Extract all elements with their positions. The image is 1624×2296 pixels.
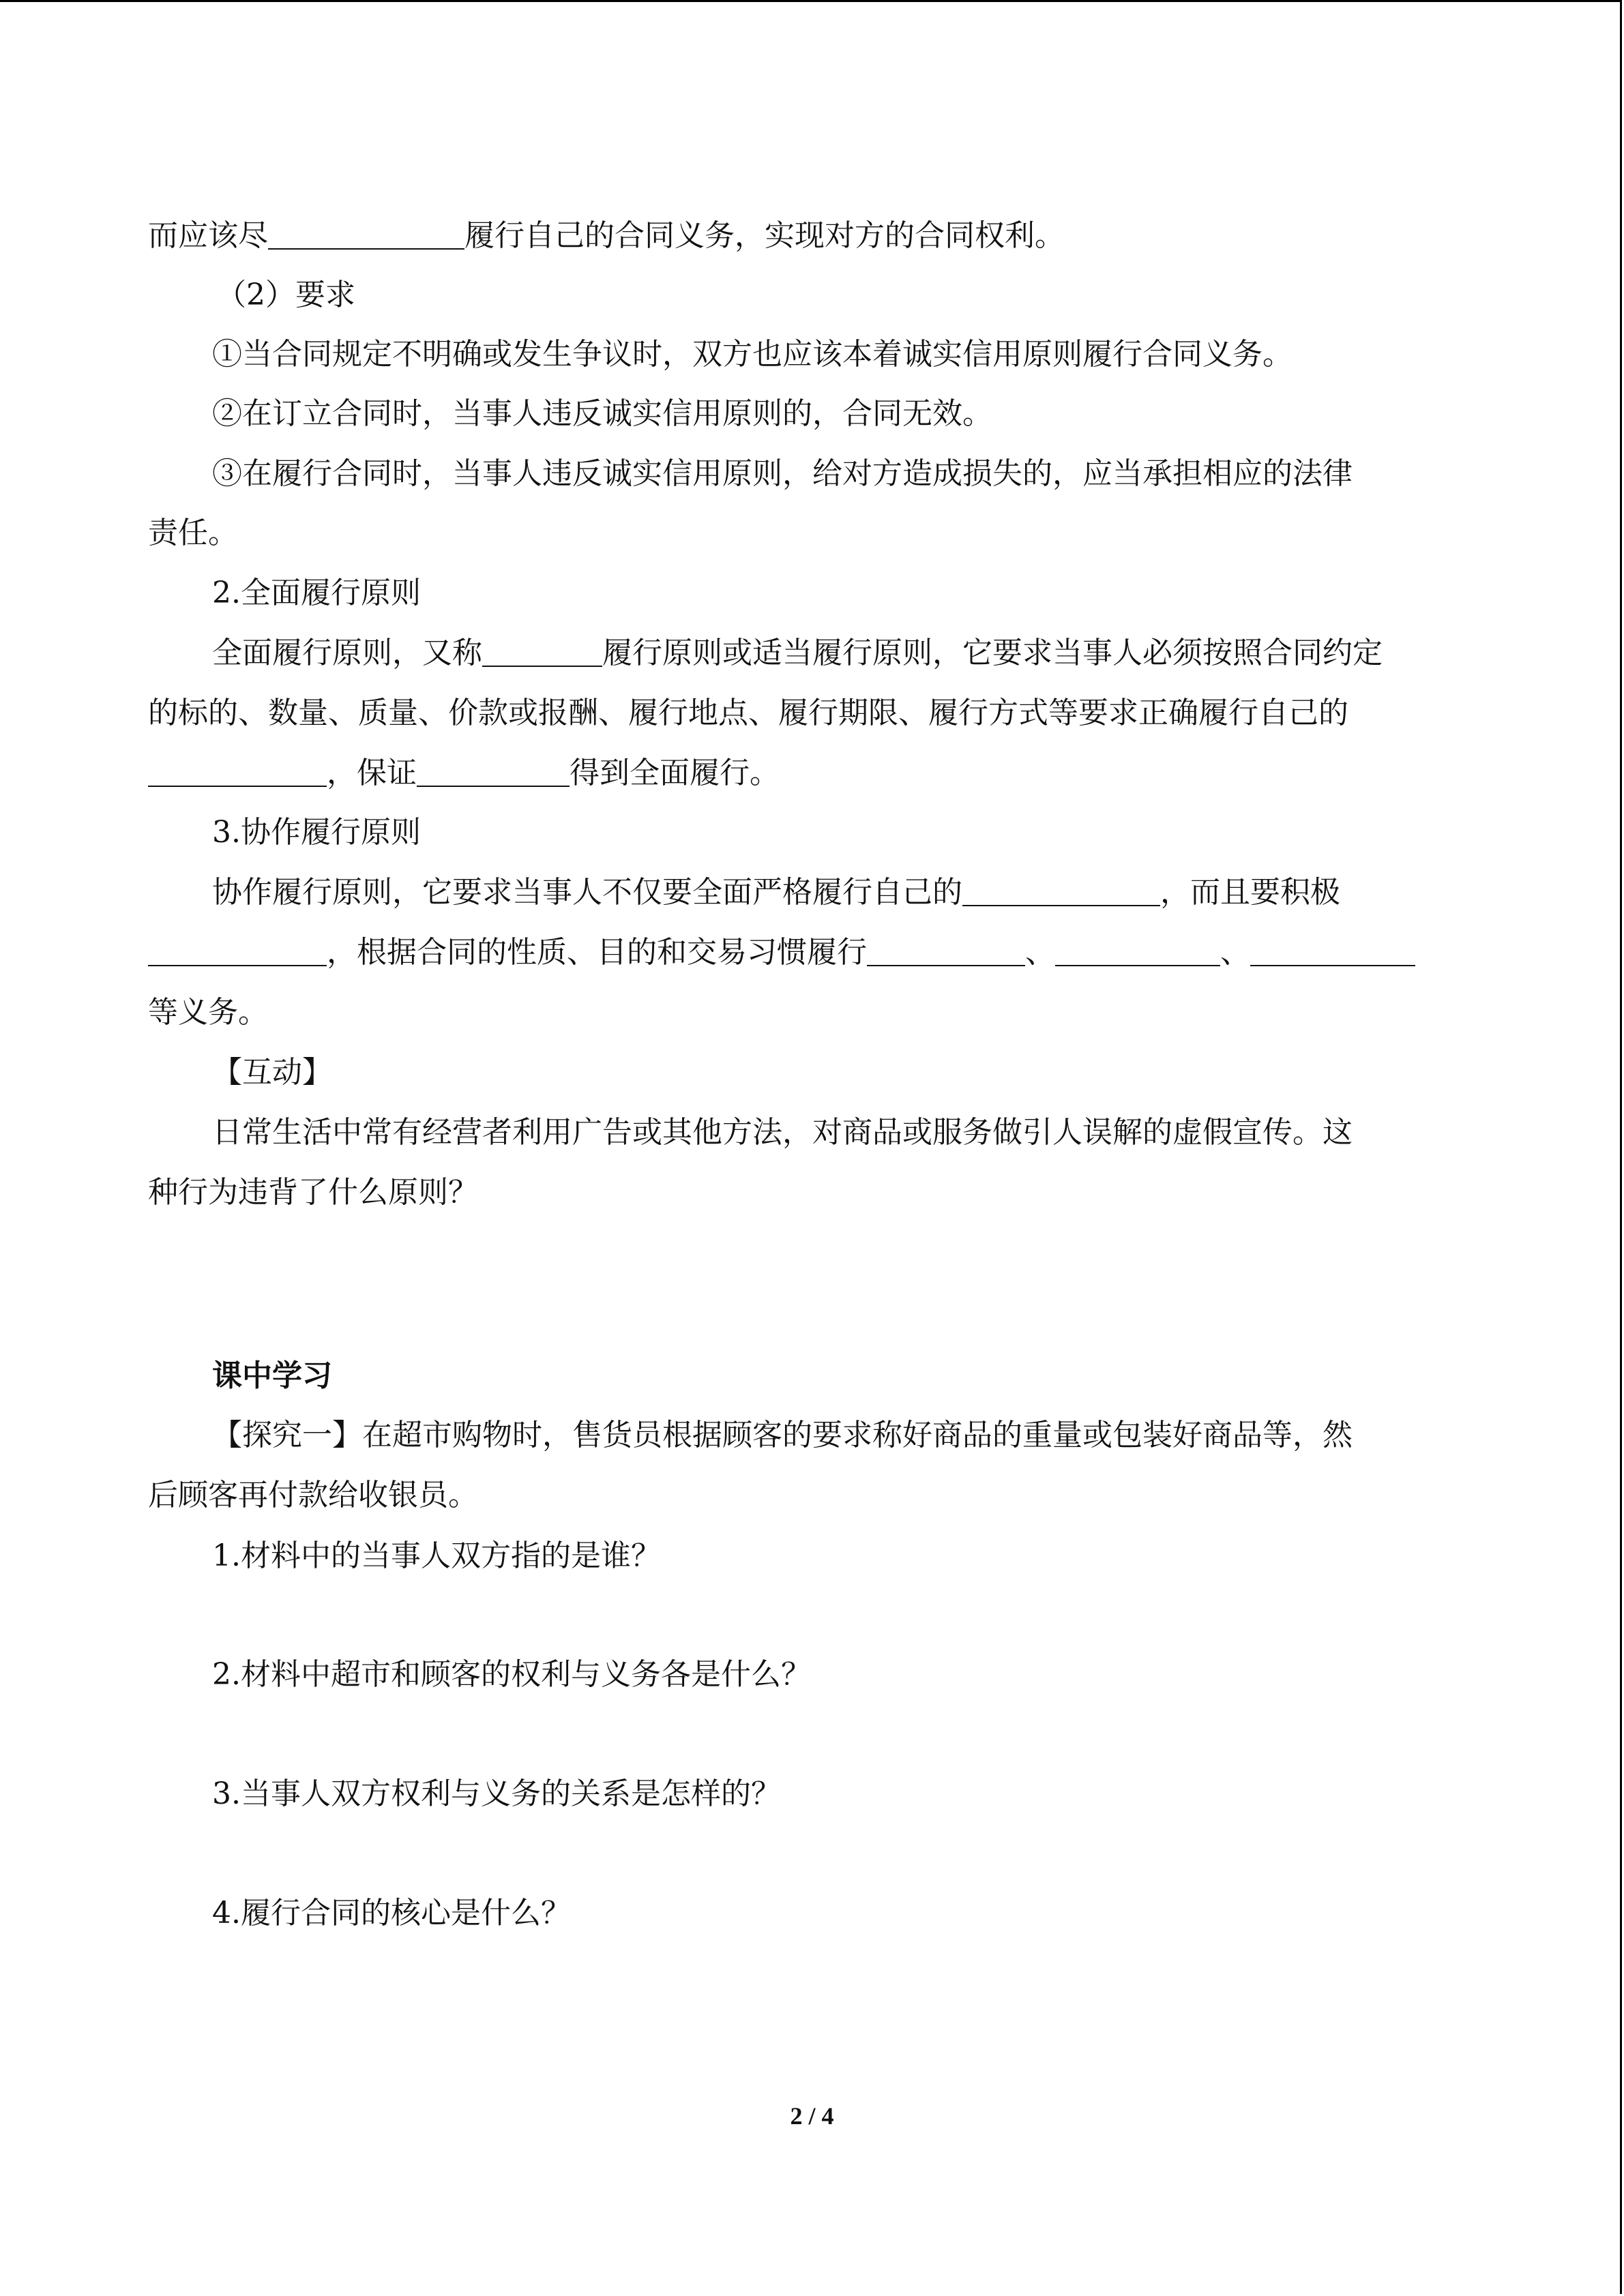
page-number: 2 / 4 xyxy=(790,2102,834,2130)
text-segment: ，而且要积极 xyxy=(1160,875,1340,910)
heading-full-performance: 2.全面履行原则 xyxy=(212,576,421,610)
paragraph-line xyxy=(148,753,780,794)
fill-blank xyxy=(867,934,1025,966)
text-segment: 、 xyxy=(1220,935,1250,970)
requirement-item-1: ①当合同规定不明确或发生争议时，双方也应该本着诚实信用原则履行合同义务。 xyxy=(212,337,1293,372)
paragraph-line: 的标的、数量、质量、价款或报酬、履行地点、履行期限、履行方式等要求正确履行自己的 xyxy=(148,696,1348,730)
paragraph-line xyxy=(148,932,1415,973)
exploration-text-cont: 后顾客再付款给收银员。 xyxy=(148,1478,478,1512)
fill-blank xyxy=(148,754,327,787)
text-segment: ，根据合同的性质、目的和交易习惯履行 xyxy=(327,935,867,970)
question-3: 3.当事人双方权利与义务的关系是怎样的？ xyxy=(212,1776,781,1811)
fill-blank xyxy=(1055,934,1220,966)
requirement-item-2: ②在订立合同时，当事人违反诚实信用原则的，合同无效。 xyxy=(212,396,992,431)
fill-blank xyxy=(417,754,570,787)
interaction-heading: 【互动】 xyxy=(212,1055,332,1090)
text-segment: 全面履行原则，又称 xyxy=(212,636,482,670)
fill-blank xyxy=(482,634,602,667)
exploration-text: 【探究一】在超市购物时，售货员根据顾客的要求称好商品的重量或包装好商品等，然 xyxy=(212,1418,1353,1452)
question-2: 2.材料中超市和顾客的权利与义务各是什么？ xyxy=(212,1657,811,1692)
heading-cooperative-performance: 3.协作履行原则 xyxy=(212,815,421,850)
fill-blank xyxy=(148,934,327,966)
text-segment: 得到全面履行。 xyxy=(570,756,780,790)
requirement-item-3-cont: 责任。 xyxy=(148,516,238,550)
interaction-text: 日常生活中常有经营者利用广告或其他方法，对商品或服务做引人误解的虚假宣传。这 xyxy=(212,1115,1353,1150)
paragraph-line xyxy=(148,215,1065,256)
interaction-text-cont: 种行为违背了什么原则？ xyxy=(148,1175,478,1210)
text-segment: ，保证 xyxy=(327,756,417,790)
fill-blank xyxy=(962,874,1160,906)
paragraph-line: 等义务。 xyxy=(148,995,268,1030)
text-segment: 履行自己的合同义务，实现对方的合同权利。 xyxy=(464,218,1065,253)
fill-blank xyxy=(1250,934,1415,966)
fill-blank xyxy=(268,217,464,250)
section-title: 课中学习 xyxy=(212,1358,332,1393)
requirement-item-3: ③在履行合同时，当事人违反诚实信用原则，给对方造成损失的，应当承担相应的法律 xyxy=(212,456,1353,491)
paragraph-line xyxy=(212,633,1383,674)
subheading-requirements: （2）要求 xyxy=(216,278,355,312)
text-segment: 、 xyxy=(1025,935,1055,970)
text-segment: 履行原则或适当履行原则，它要求当事人必须按照合同约定 xyxy=(602,636,1383,670)
paragraph-line xyxy=(212,872,1340,913)
question-4: 4.履行合同的核心是什么？ xyxy=(212,1896,571,1930)
text-segment: 而应该尽 xyxy=(148,218,268,253)
question-1: 1.材料中的当事人双方指的是谁？ xyxy=(212,1538,661,1573)
text-segment: 协作履行原则，它要求当事人不仅要全面严格履行自己的 xyxy=(212,875,962,910)
